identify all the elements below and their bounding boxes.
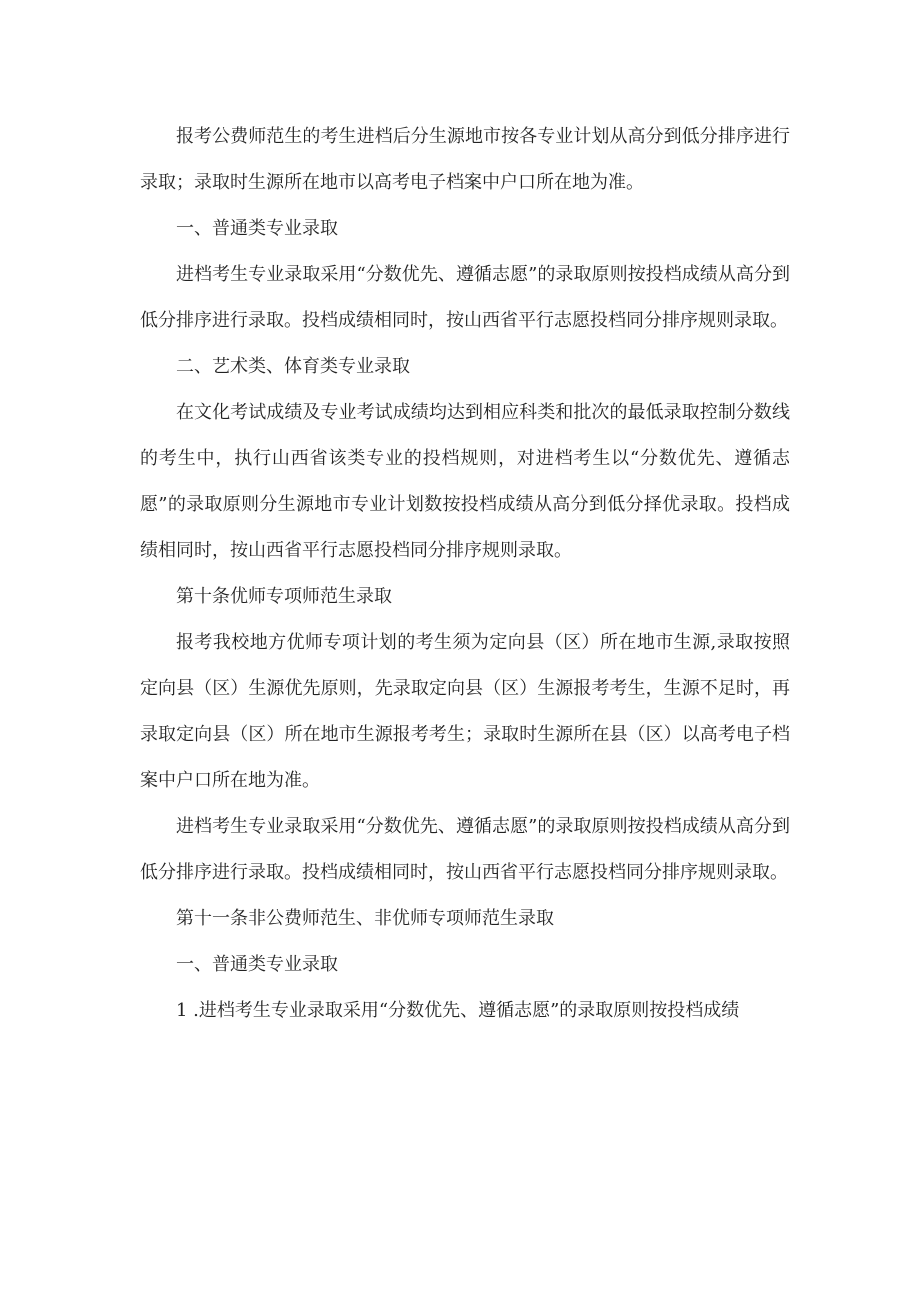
section-heading: 二、艺术类、体育类专业录取 <box>176 356 410 377</box>
section-heading: 一、普通类专业录取 <box>176 954 338 975</box>
paragraph: 报考我校地方优师专项计划的考生须为定向县（区）所在地市生源,录取按照定向县（区）生源优先原则，先录取定向县（区）生源报考考生，生源不足时，再录取定向县（区）所在地市生源报考考生；录取时生源所在县（区）以高考电子档案中户口所在地为准。 <box>140 632 790 791</box>
paragraph: 在文化考试成绩及专业考试成绩均达到相应科类和批次的最低录取控制分数线的考生中，执行山西省该类专业的投档规则，对进档考生以“分数优先、遵循志愿”的录取原则分生源地市专业计划数按投档成绩从高分到低分择优录取。投档成绩相同时，按山西省平行志愿投档同分排序规则录取。 <box>140 402 790 561</box>
paragraph: 1 .进档考生专业录取采用“分数优先、遵循志愿”的录取原则按投档成绩 <box>176 1000 740 1021</box>
paragraph: 进档考生专业录取采用“分数优先、遵循志愿”的录取原则按投档成绩从高分到低分排序进行录取。投档成绩相同时，按山西省平行志愿投档同分排序规则录取。 <box>140 816 790 883</box>
article-heading: 第十条优师专项师范生录取 <box>176 586 392 607</box>
document-body <box>140 114 790 1034</box>
section-heading: 一、普通类专业录取 <box>176 218 338 239</box>
paragraph: 报考公费师范生的考生进档后分生源地市按各专业计划从高分到低分排序进行录取；录取时生源所在地市以高考电子档案中户口所在地为准。 <box>140 126 790 193</box>
article-heading: 第十一条非公费师范生、非优师专项师范生录取 <box>176 908 554 929</box>
paragraph: 进档考生专业录取采用“分数优先、遵循志愿”的录取原则按投档成绩从高分到低分排序进行录取。投档成绩相同时，按山西省平行志愿投档同分排序规则录取。 <box>140 264 790 331</box>
